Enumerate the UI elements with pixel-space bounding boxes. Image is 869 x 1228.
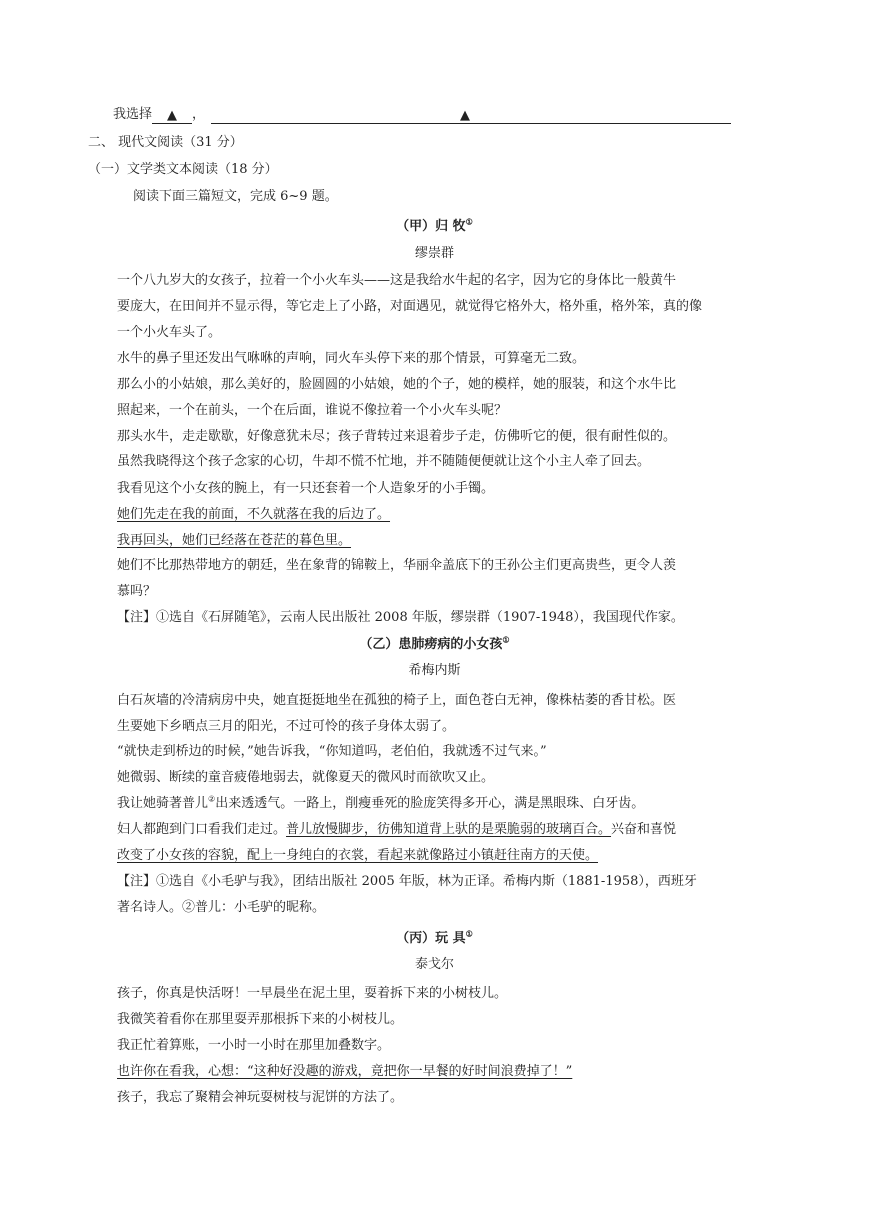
- subsection-heading: （一）文学类文本阅读（18 分）: [88, 162, 278, 177]
- text-line: 要庞大，在田间并不显示得，等它走上了小路，对面遇见，就觉得它格外大，格外重，格外笨，真的像: [117, 299, 703, 314]
- text-line: 孩子，我忘了聚精会神玩耍树枝与泥饼的方法了。: [117, 1090, 404, 1105]
- triangle-icon: ▲: [460, 108, 471, 123]
- passage-title-bing: （丙）玩 具①: [396, 928, 473, 946]
- text-line: 水牛的鼻子里还发出气咻咻的声响，同火车头停下来的那个情景，可算毫无二致。: [117, 351, 586, 366]
- underlined-sentence: 普儿放慢脚步，彷佛知道背上驮的是栗脆弱的玻璃百合。: [286, 822, 612, 837]
- text-line: 慕吗？: [117, 584, 157, 599]
- footnote-mark: ①: [465, 216, 473, 227]
- text-line: 那么小的小姑娘，那么美好的，脸圆圆的小姑娘，她的个子，她的模样，她的服装，和这个水牛比: [117, 377, 677, 392]
- text-line: 我正忙着算账，一小时一小时在那里加叠数字。: [117, 1038, 391, 1053]
- underlined-sentence: 也许你在看我，心想：“这种好没趣的游戏，竟把你一早餐的好时间浪费掉了！”: [117, 1064, 573, 1079]
- footnote-yi-cont: 著名诗人。②普儿：小毛驴的昵称。: [117, 900, 326, 915]
- underlined-sentence: 改变了小女孩的容貌，配上一身纯白的衣裳，看起来就像路过小镇赶往南方的天使。: [117, 848, 599, 863]
- text-line: 她微弱、断续的童音疲倦地弱去，就像夏天的微风时而欲吹又止。: [117, 770, 495, 785]
- choice-blank-1[interactable]: [152, 107, 192, 124]
- text-line: 生要她下乡晒点三月的阳光，不过可怜的孩子身体太弱了。: [117, 719, 456, 734]
- passage-author-yi: 希梅内斯: [408, 663, 461, 678]
- choice-blank-2[interactable]: [211, 107, 731, 124]
- passage-author-jia: 缪崇群: [414, 246, 454, 261]
- passage-title-jia: （甲）归 牧①: [396, 216, 473, 234]
- footnote-jia: 【注】①选自《石屏随笔》，云南人民出版社 2008 年版，缪崇群（1907-1948），我国现代作家。: [117, 610, 684, 625]
- text-line: 孩子，你真是快活呀！一早晨坐在泥土里，耍着拆下来的小树枝儿。: [117, 986, 508, 1001]
- text-line: 我看见这个小女孩的腕上，有一只还套着一个人造象牙的小手镯。: [117, 481, 495, 496]
- text-line: 她们不比那热带地方的朝廷，坐在象背的锦鞍上，华丽伞盖底下的王孙公主们更高贵些，更令人羡: [117, 558, 677, 573]
- choice-prefix: 我选择: [113, 107, 153, 122]
- footnote-mark: ①: [465, 928, 473, 939]
- text-line: 一个小火车头了。: [117, 325, 222, 340]
- underlined-sentence: 我再回头，她们已经落在苍茫的暮色里。: [117, 533, 352, 548]
- triangle-icon: ▲: [167, 108, 178, 123]
- text-line: 那头水牛，走走歇歇，好像意犹未尽；孩子背转过来退着步子走，仿佛听它的便，很有耐性似的。: [117, 429, 677, 444]
- text-line: 妇人都跑到门口看我们走过。普儿放慢脚步，彷佛知道背上驮的是栗脆弱的玻璃百合。兴奋和喜悦: [117, 822, 677, 837]
- footnote-mark: ①: [502, 634, 510, 645]
- choice-line: [113, 106, 731, 124]
- text-line: 一个八九岁大的女孩子，拉着一个小火车头——这是我给水牛起的名字，因为它的身体比一般黄牛: [117, 273, 677, 288]
- passage-author-bing: 泰戈尔: [414, 957, 454, 972]
- footnote-yi: 【注】①选自《小毛驴与我》，团结出版社 2005 年版，林为正译。希梅内斯（1881-1958），西班牙: [117, 874, 697, 889]
- text-line: 虽然我晓得这个孩子念家的心切，牛却不慌不忙地，并不随随便便就让这个小主人牵了回去。: [117, 454, 651, 469]
- section-heading: 二、 现代文阅读（31 分）: [88, 135, 243, 150]
- text-line: 我让她骑著普儿②出来透透气。一路上，削瘦垂死的脸庞笑得多开心，满是黑眼珠、白牙齿。: [117, 794, 645, 811]
- text-line: 照起来，一个在前头，一个在后面，谁说不像拉着一个小火车头呢？: [117, 403, 508, 418]
- instruction: 阅读下面三篇短文，完成 6~9 题。: [133, 189, 338, 204]
- underlined-sentence: 她们先走在我的前面，不久就落在我的后边了。: [117, 507, 391, 522]
- text-line: “就快走到桥边的时候，”她告诉我，“你知道吗，老伯伯，我就透不过气来。”: [117, 744, 547, 759]
- footnote-mark: ②: [208, 794, 216, 804]
- text-line: 白石灰墙的冷清病房中央，她直挺挺地坐在孤独的椅子上，面色苍白无神，像株枯萎的香甘松。医: [117, 693, 677, 708]
- choice-comma: ，: [192, 107, 206, 122]
- text-line: 我微笑着看你在那里耍弄那根拆下来的小树枝儿。: [117, 1012, 404, 1027]
- passage-title-yi: （乙）患肺痨病的小女孩①: [359, 634, 510, 652]
